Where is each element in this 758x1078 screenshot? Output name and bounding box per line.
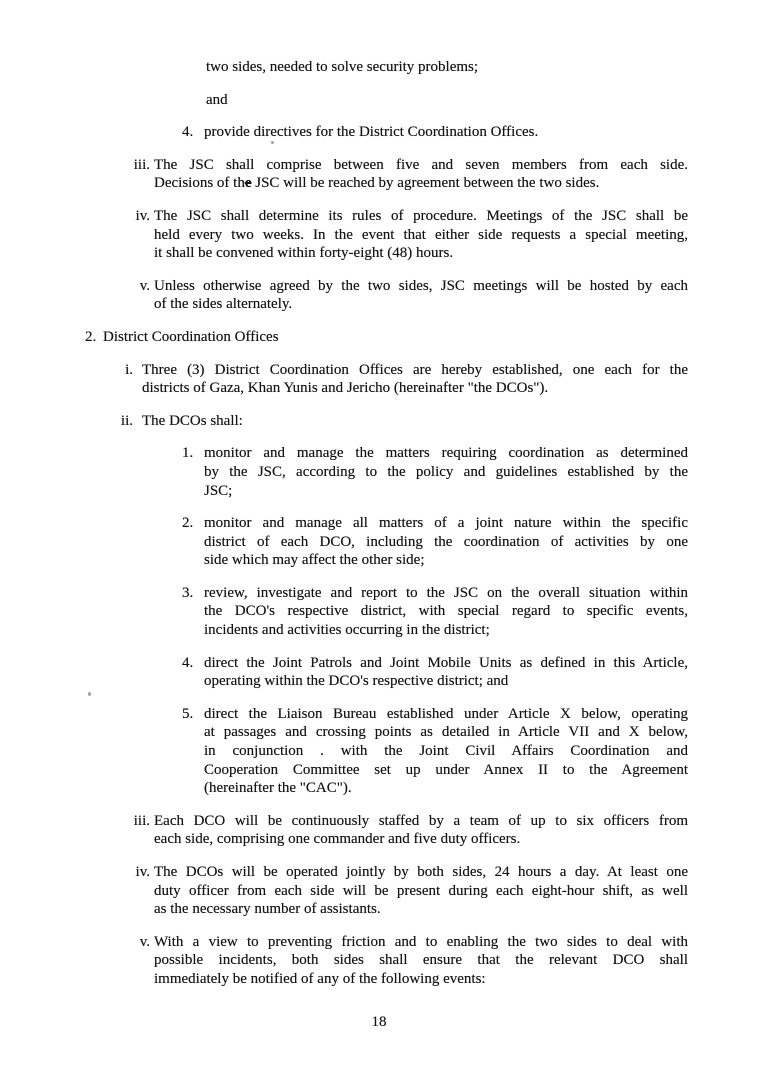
text-line: The JSC shall comprise between five and seven members from each side. <box>154 156 688 173</box>
paragraph <box>0 933 758 989</box>
paragraph <box>0 584 758 640</box>
text-line: duty officer from each side will be present during each eight-hour shift, as well <box>154 882 688 899</box>
paragraph-lines <box>142 412 688 431</box>
scan-speck <box>88 692 91 696</box>
paragraph <box>0 123 758 142</box>
text-line: and <box>206 91 228 108</box>
text-line <box>154 174 688 193</box>
list-marker: iv. <box>135 864 150 880</box>
list-marker: 4. <box>182 654 194 671</box>
text-line: each side, comprising one commander and five duty officers. <box>154 831 521 848</box>
paragraph <box>0 58 758 77</box>
text-line: it shall be convened within forty-eight (48) hours. <box>154 245 454 262</box>
text-line: monitor and manage all matters of a joint nature within the specific <box>204 515 688 532</box>
paragraph <box>0 863 758 919</box>
paragraph-lines <box>154 207 688 263</box>
paragraph-lines <box>204 705 688 798</box>
paragraph <box>0 812 758 849</box>
list-marker: iii. <box>133 812 150 829</box>
text-line: incidents and activities occurring in the district; <box>204 622 490 639</box>
scan-speck <box>271 141 274 144</box>
text-line: Each DCO will be continuously staffed by a team of up to six officers from <box>154 812 688 829</box>
text-line: side which may affect the other side; <box>204 552 425 569</box>
paragraph <box>0 412 758 431</box>
text-line: Three (3) District Coordination Offices are hereby established, one each for the <box>142 361 688 378</box>
list-marker: ii. <box>120 412 133 429</box>
text-line: the DCO's respective district, with special regard to specific events, <box>204 603 688 620</box>
paragraph-lines <box>204 654 688 691</box>
paragraph-list <box>0 58 758 989</box>
text-line: Cooperation Committee set up under Annex II to the Agreement <box>204 761 688 778</box>
text-line: With a view to preventing friction and to enabling the two sides to deal with <box>154 933 688 950</box>
text-line: (hereinafter the "CAC"). <box>204 780 352 797</box>
text-line: direct the Joint Patrols and Joint Mobile Units as defined in this Article, <box>204 654 688 671</box>
paragraph-lines <box>204 444 688 500</box>
text-line: two sides, needed to solve security problems; <box>206 59 479 75</box>
paragraph <box>0 207 758 263</box>
text-line: The DCOs will be operated jointly by both sides, 24 hours a day. At least one <box>154 864 688 880</box>
paragraph <box>0 361 758 398</box>
blotted-word: e <box>244 175 252 192</box>
paragraph-lines <box>154 933 688 989</box>
page-number: 18 <box>371 1013 387 1030</box>
paragraph <box>0 514 758 570</box>
paragraph-lines <box>154 156 688 193</box>
text-line: provide directives for the District Coordination Offices. <box>204 124 539 141</box>
list-marker: 5. <box>182 705 194 722</box>
paragraph-lines <box>204 514 688 570</box>
list-marker: 4. <box>182 124 194 141</box>
list-marker: 2. <box>85 328 97 345</box>
paragraph-lines <box>103 328 688 347</box>
text-segment: JSC will be reached by agreement between the two sides. <box>251 175 600 192</box>
paragraph-lines <box>154 277 688 314</box>
paragraph-lines <box>204 123 688 142</box>
list-marker: 3. <box>182 584 194 601</box>
list-marker: i. <box>125 361 133 378</box>
paragraph <box>0 328 758 347</box>
text-line: operating within the DCO's respective district; and <box>204 673 509 690</box>
text-line: at passages and crossing points as detailed in Article VII and X below, <box>204 724 688 741</box>
list-marker: v. <box>139 277 150 294</box>
text-line: of the sides alternately. <box>154 296 293 313</box>
paragraph <box>0 91 758 110</box>
text-line: in conjunction . with the Joint Civil Affairs Coordination and <box>204 743 688 760</box>
paragraph-lines <box>206 58 688 77</box>
text-line: districts of Gaza, Khan Yunis and Jericho (hereinafter "the DCOs"). <box>142 380 549 397</box>
list-marker: 1. <box>182 445 194 462</box>
list-marker: iii. <box>133 156 150 173</box>
text-line: monitor and manage the matters requiring coordination as determined <box>204 445 688 462</box>
list-marker: 2. <box>182 515 194 532</box>
text-line: Unless otherwise agreed by the two sides, JSC meetings will be hosted by each <box>154 277 688 294</box>
paragraph-lines <box>204 584 688 640</box>
text-line: immediately be notified of any of the following events: <box>154 970 486 987</box>
paragraph <box>0 156 758 193</box>
text-line: JSC; <box>204 482 233 499</box>
paragraph-lines <box>206 91 688 110</box>
paragraph <box>0 444 758 500</box>
text-segment: Decisions of th <box>154 175 245 192</box>
text-line: district of each DCO, including the coordination of activities by one <box>204 533 688 550</box>
list-marker: iv. <box>135 207 150 224</box>
paragraph-lines <box>142 361 688 398</box>
text-line: as the necessary number of assistants. <box>154 901 381 918</box>
text-line: possible incidents, both sides shall ensure that the relevant DCO shall <box>154 952 688 969</box>
text-line: The JSC shall determine its rules of procedure. Meetings of the JSC shall be <box>154 207 688 224</box>
text-line: The DCOs shall: <box>142 412 243 429</box>
paragraph <box>0 705 758 798</box>
text-line: by the JSC, according to the policy and guidelines established by the <box>204 463 688 480</box>
text-line: District Coordination Offices <box>103 328 279 345</box>
paragraph <box>0 277 758 314</box>
paragraph-lines <box>154 812 688 849</box>
text-line: held every two weeks. In the event that either side requests a special meeting, <box>154 226 688 243</box>
text-line: review, investigate and report to the JSC on the overall situation within <box>204 584 688 601</box>
paragraph-lines <box>154 863 688 919</box>
text-line: direct the Liaison Bureau established under Article X below, operating <box>204 705 688 722</box>
paragraph <box>0 654 758 691</box>
list-marker: v. <box>139 933 150 950</box>
